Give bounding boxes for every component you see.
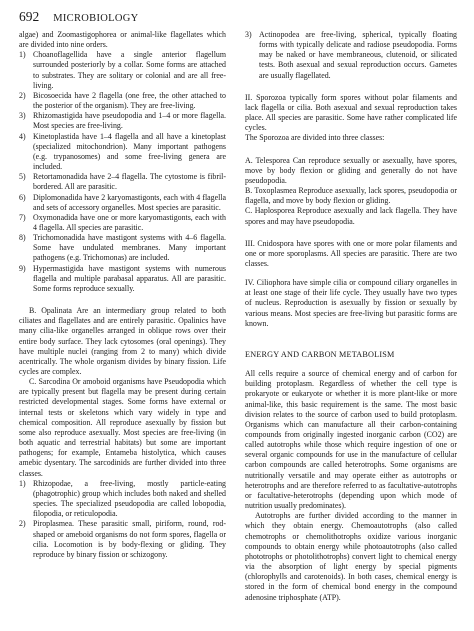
- telesporea-paragraph: A. Telesporea Can reproduce sexually or asexually, have spores, move by body flexion or gliding and generally do not have pseudopodia.: [245, 155, 457, 185]
- list-item-number: 8): [19, 233, 26, 243]
- energy-paragraph-1: All cells require a source of chemical energy and of carbon for building protoplasm. Regardless of whether the cell type is prokaryote or eukaryote or whether it is more plant-like or more animal-like, this basic requirement is the same. The most basic division relates to the source of carbon used to build protoplasm. Organisms which can manufacture all their carbon-containing compounds from originally ingested inorganic carbon (CO2) are called autotrophs while those which require ingestion of one or several organic compounds for use in the manufacture of cellular carbon compounds are called heterotrophs. Some organisms are nutritionally versatile and may operate either as autotrophs or heterotrophs and are therefore referred to as facultative-autotrophs or facultative-heterotrophs (depending upon which mode of nutrition usually predominates).: [245, 369, 457, 511]
- list-item-text: Oxymonadida have one or more karyomastigonts, each with 4 flagella. All species are parasitic.: [33, 212, 226, 232]
- sporozoa-classes-intro: The Sporozoa are divided into three classes:: [245, 133, 385, 143]
- page-header: [19, 9, 454, 27]
- list-item-text: Rhizomastigida have pseudopodia and 1–4 or more flagella. Most species are free-living.: [33, 111, 226, 131]
- list-item-text: Rhizopodae, a free-living, mostly particle-eating (phagotrophic) group which includes both naked and shelled species. The specialized pseudopodia are called lobopodia, filopodia, or reticulopodia.: [33, 478, 226, 519]
- list-item-text: Kinetoplastida have 1–4 flagella and all have a kinetoplast (specialized mitochondrion). Many important pathogens (e.g. trypanosomes) and some free-living genera are included.: [33, 131, 226, 172]
- list-item-text: Bicosoecida have 2 flagella (one free, the other attached to the posterior of the organism). They are free-living.: [33, 90, 226, 111]
- opalinata-paragraph: B. Opalinata Are an intermediary group related to both ciliates and flagellates and are entirely parasitic. Opalinics have many cilia-like organelles arranged in oblique rows over their entire body surface. They lack cytosomes (oral openings). They have multiple nuclei (ranging from 2 to many) which divide acentrically. The whole organism divides by binary fission. Life cycles are complex.: [19, 306, 226, 376]
- list-item-number: 7): [19, 212, 26, 222]
- list-item-text: Hypermastigida have mastigont systems with numerous flagella and multiple parabasal apparatus. All are parasitic. Some forms reproduce sexually.: [33, 263, 226, 293]
- list-item: [19, 233, 226, 263]
- toxoplasmea-paragraph: B. Toxoplasmea Reproduce asexually, lack spores, pseudopodia or flagella, and move by body flexion or gliding.: [245, 186, 457, 206]
- list-item: [19, 264, 226, 294]
- right-column: [245, 30, 457, 603]
- list-item-number: 2): [19, 90, 26, 100]
- list-item-number: 4): [19, 131, 26, 141]
- list-item-number: 1): [19, 50, 26, 60]
- page-number: 692: [19, 9, 40, 24]
- list-item-number: 3): [245, 30, 252, 39]
- list-item: [19, 111, 226, 131]
- list-item: [19, 213, 226, 233]
- actinopodea-list: [245, 30, 457, 81]
- section-heading: ENERGY AND CARBON METABOLISM: [245, 349, 395, 359]
- ciliophora-paragraph: IV. Ciliophora have simple cilia or compound ciliary organelles in at least one stage of their life cycle. They usually have two types of nucleus. Reproduction is asexually by fission or sexually by various means. Most species are free-living but parasitic forms are known.: [245, 278, 457, 328]
- running-head: MICROBIOLOGY: [53, 13, 139, 24]
- orders-list: [19, 50, 226, 294]
- list-item-text: Trichomonadida have mastigont systems with 4–6 flagella. Some have undulated membranes. Many important pathogens (e.g. Trichomonas) are included.: [33, 233, 226, 263]
- list-item-text: Piroplasmea. These parasitic small, piriform, round, rod-shaped or ameboid organisms do not form spores, flagella or cilia. Locomotion is by body-flexing or gliding. They reproduce by binary fission or schizogony.: [33, 519, 226, 559]
- list-item-number: 6): [19, 192, 26, 202]
- haplosporea-paragraph: C. Haplosporea Reproduce asexually and lack flagella. They have spores and may have pseudopodia.: [245, 206, 457, 226]
- sarcodina-paragraph: C. Sarcodina Or amoboid organisms have Pseudopodia which are typically present but flagella may be present during certain restricted developmental stages. Some forms have external or internal tests or skeletons which vary widely in type and chemical composition. All reproduce asexually by fission but some also reproduce asexually. Most species are free-living (in both aquatic and terrestrial habitats) but some are important pathogens; for example, Entameba histolytica, which causes amebic dysentary. The sarcodinids are further divided into three classes.: [19, 377, 226, 478]
- list-item-text: Diplomonadida have 2 karyomastigonts, each with 4 flagella and sets of accessory organelles. Most species are parasitic.: [33, 192, 226, 212]
- list-item-text: Actinopodea are free-living, spherical, typically floating forms with typically delicate and radiose pseudopodia. Forms may be naked or have membraneous, clutenoid, or silicated tests. Both asexual and sexual reproduction occurs. Gametes are usually flagellated.: [259, 30, 457, 80]
- list-item: [19, 132, 226, 173]
- list-item: [245, 30, 457, 81]
- list-item: [19, 50, 226, 91]
- list-item-number: 5): [19, 172, 26, 182]
- left-column: [19, 30, 226, 560]
- sarcodina-classes-list: [19, 479, 226, 560]
- sporozoa-paragraph: II. Sporozoa typically form spores without polar filaments and lack flagella or cilia. Both asexual and sexual reproduction takes place. All species are parasitic. Some have rather complicated life cycles.: [245, 92, 457, 133]
- list-item: [19, 519, 226, 560]
- list-item-text: Choanoflagellida have a single anterior flagellum surrounded posteriorly by a collar. Some forms are attached to substrates. They are solitary or colonial and are all free-living.: [33, 50, 226, 90]
- list-item: [19, 172, 226, 192]
- list-item: [19, 91, 226, 111]
- list-item-text: Retortamonadida have 2–4 flagella. The cytostome is fibril-bordered. All are parasitic.: [33, 172, 226, 192]
- list-item-number: 9): [19, 263, 26, 273]
- list-item: [19, 193, 226, 213]
- intro-paragraph: algae) and Zoomastigophorea or animal-like flagellates which are divided into nine orders.: [19, 30, 226, 50]
- list-item-number: 1): [19, 478, 26, 488]
- list-item-number: 2): [19, 519, 26, 529]
- cnidospora-paragraph: III. Cnidospora have spores with one or more polar filaments and one or more sporoplasms. All species are parasitic. There are two classes.: [245, 238, 457, 268]
- energy-paragraph-2: Autotrophs are further divided according to the manner in which they obtain energy. Chemoautotrophs (also called chemotrophs or chemolithotrophs oxidize various inorganic compounds to obtain energy while photoautotrophs (also called phototrophs or photolithotrophs) convert light to chemical energy via the absorption of light energy by special pigments (chlorophylls and carotenoids). In both cases, chemical energy is stored in the form of chemical bond energy in the compound adenosine triphosphate (ATP).: [245, 511, 457, 602]
- list-item: [19, 479, 226, 520]
- list-item-number: 3): [19, 111, 26, 121]
